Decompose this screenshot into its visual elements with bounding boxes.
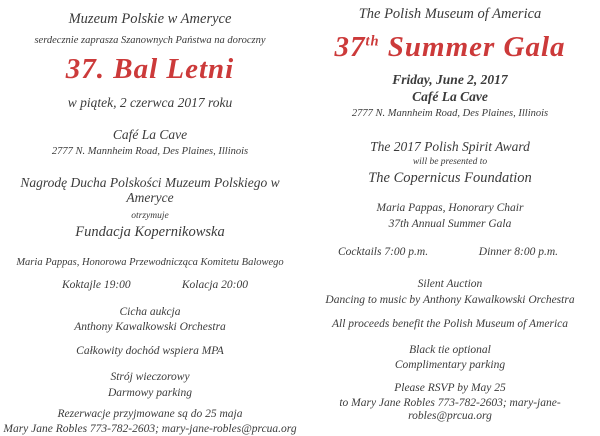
event-title-ordinal: th <box>365 33 380 50</box>
event-date-pl: w piątek, 2 czerwca 2017 roku <box>67 94 233 110</box>
proceeds-line-pl: Całkowity dochód wspiera MPA <box>76 345 224 358</box>
attire-line-pl: Strój wieczorowy <box>110 371 190 384</box>
dinner-time-pl: Kolacja 20:00 <box>181 279 248 292</box>
auction-line-pl: Cicha aukcja <box>119 305 181 318</box>
parking-line-pl: Darmowy parking <box>107 386 192 399</box>
award-title-en: The 2017 Polish Spirit Award <box>370 138 530 154</box>
rsvp-deadline-pl: Rezerwacje przyjmowane są do 25 maja <box>57 407 243 420</box>
rsvp-deadline-en: Please RSVP by May 25 <box>394 381 506 394</box>
schedule-row-pl <box>0 279 300 292</box>
gala-edition-line: 37th Annual Summer Gala <box>388 217 512 230</box>
award-recipient-en: The Copernicus Foundation <box>368 170 532 187</box>
polish-invitation-panel <box>0 0 300 435</box>
cocktails-time-pl: Koktajle 19:00 <box>62 279 131 292</box>
award-connector-pl: otrzymuje <box>131 210 169 221</box>
orchestra-line-pl: Anthony Kawalkowski Orchestra <box>74 320 226 333</box>
award-recipient-pl: Fundacja Kopernikowska <box>75 223 225 240</box>
rsvp-contact-pl: Mary Jane Robles 773-782-2603; mary-jane-robles@prcua.org <box>3 422 297 435</box>
orchestra-line-en: Dancing to music by Anthony Kawalkowski Orchestra <box>325 293 575 306</box>
venue-address-en: 2777 N. Mannheim Road, Des Plaines, Illinois <box>351 107 549 119</box>
attire-line-en: Black tie optional <box>409 344 491 357</box>
venue-name-en: Café La Cave <box>412 89 488 105</box>
auction-line-en: Silent Auction <box>417 278 483 291</box>
event-title-number: 37 <box>334 30 366 63</box>
event-date-en: Friday, June 2, 2017 <box>392 71 508 87</box>
award-connector-en: will be presented to <box>412 157 488 168</box>
cocktails-time-en: Cocktails 7:00 p.m. <box>338 246 429 259</box>
honorary-chair-pl: Maria Pappas, Honorowa Przewodnicząca Komitetu Balowego <box>16 257 284 269</box>
event-title-en <box>300 32 600 64</box>
event-title-pl: 37. Bal Letni <box>65 52 235 85</box>
venue-name-pl: Café La Cave <box>112 127 188 143</box>
award-title-pl: Nagrodę Ducha Polskości Muzeum Polskiego w Ameryce <box>20 174 280 206</box>
event-title-rest: Summer Gala <box>379 30 566 63</box>
dinner-time-en: Dinner 8:00 p.m. <box>478 246 558 259</box>
schedule-row-en <box>300 246 600 259</box>
venue-address-pl: 2777 N. Mannheim Road, Des Plaines, Illinois <box>51 145 249 157</box>
english-invitation-panel <box>300 0 600 422</box>
honorary-chair-en: Maria Pappas, Honorary Chair <box>376 201 524 214</box>
museum-name-en: The Polish Museum of America <box>358 6 542 22</box>
rsvp-contact-en: to Mary Jane Robles 773-782-2603; mary-jane-robles@prcua.org <box>339 396 561 422</box>
proceeds-line-en: All proceeds benefit the Polish Museum of America <box>331 317 569 330</box>
museum-name-pl: Muzeum Polskie w Ameryce <box>68 11 232 27</box>
invitation-line-pl: serdecznie zaprasza Szanownych Państwa na doroczny <box>34 34 266 46</box>
parking-line-en: Complimentary parking <box>394 359 506 372</box>
